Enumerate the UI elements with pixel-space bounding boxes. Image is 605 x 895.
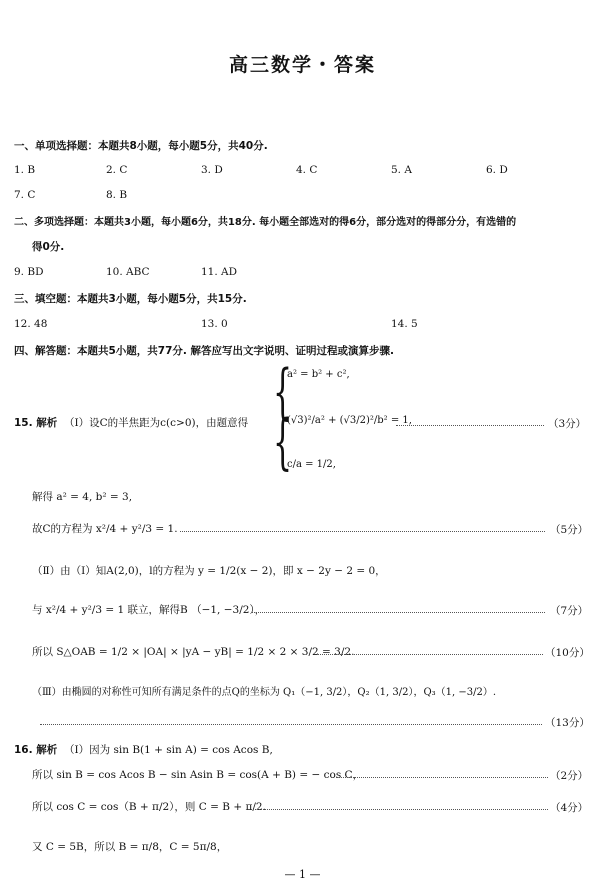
- system-brace: {: [273, 357, 293, 427]
- answer-12: 12. 48: [14, 318, 48, 330]
- answer-4: 4. C: [296, 164, 318, 176]
- answer-10: 10. ABC: [106, 266, 150, 278]
- q15-score-5: （13分）: [545, 717, 590, 729]
- q15-line5: 与 x²/4 + y²/3 = 1 联立，解得B （−1, −3/2），: [32, 604, 266, 616]
- q15-score-4: （10分）: [545, 647, 590, 659]
- q16-label: 16. 解析: [14, 744, 58, 756]
- answer-2: 2. C: [106, 164, 128, 176]
- answer-1: 1. B: [14, 164, 36, 176]
- section-4-heading: 四、解答题：本题共5小题，共77分. 解答应写出文字说明、证明过程或演算步骤.: [14, 345, 395, 357]
- page-title: 高三数学・答案: [228, 54, 376, 76]
- section-3-heading: 三、填空题：本题共3小题，每小题5分，共15分.: [14, 293, 247, 305]
- leader-dots: [40, 724, 542, 725]
- q15-label: 15. 解析: [14, 417, 58, 429]
- answer-3: 3. D: [201, 164, 223, 176]
- q15-line1: （Ⅰ）设C的半焦距为c(c>0)，由题意得: [64, 417, 249, 429]
- leader-dots: [396, 425, 544, 426]
- answer-14: 14. 5: [391, 318, 418, 330]
- q16-score-2: （4分）: [550, 802, 589, 814]
- q16-line3: 所以 cos C = cos（B + π/2），则 C = B + π/2.: [32, 801, 266, 813]
- q15-score-3: （7分）: [550, 605, 589, 617]
- answer-11: 11. AD: [201, 266, 238, 278]
- answer-9: 9. BD: [14, 266, 44, 278]
- leader-dots: [180, 531, 545, 532]
- answer-8: 8. B: [106, 189, 128, 201]
- section-2-heading: 二、多项选择题：本题共3小题，每小题6分，共18分. 每小题全部选对的得6分，部分选对的得部分分，有选错的: [14, 217, 517, 228]
- q15-sys-eq1: a² = b² + c²,: [287, 369, 350, 380]
- leader-dots: [248, 809, 548, 810]
- q15-line7: （Ⅲ）由椭圆的对称性可知所有满足条件的点Q的坐标为 Q₁（−1, 3/2），Q₂（1, 3/2），Q₃（1, −3/2）.: [32, 687, 497, 698]
- system-brace-lower: {: [273, 407, 293, 477]
- q16-line2: 所以 sin B = cos Acos B − sin Asin B = cos(A + B) = − cos C，: [32, 769, 364, 781]
- q15-line4: （Ⅱ）由（Ⅰ）知A(2,0)，l的方程为 y = 1/2(x − 2)，即 x − 2y − 2 = 0，: [32, 565, 386, 577]
- answer-13: 13. 0: [201, 318, 228, 330]
- answer-7: 7. C: [14, 189, 36, 201]
- q15-score-1: （3分）: [548, 418, 587, 430]
- page-number: — 1 —: [284, 868, 321, 881]
- leader-dots: [318, 654, 543, 655]
- q16-score-1: （2分）: [550, 770, 589, 782]
- q15-score-2: （5分）: [550, 524, 589, 536]
- leader-dots: [336, 777, 548, 778]
- leader-dots: [252, 612, 545, 613]
- q15-line3: 故C的方程为 x²/4 + y²/3 = 1.: [32, 523, 178, 535]
- q15-line6: 所以 S△OAB = 1/2 × |OA| × |yA − yB| = 1/2 × 2 × 3/2 = 3/2.: [32, 646, 355, 658]
- answer-6: 6. D: [486, 164, 508, 176]
- q16-line4: 又 C = 5B，所以 B = π/8，C = 5π/8，: [32, 841, 228, 853]
- section-2-heading-cont: 得0分.: [32, 241, 65, 253]
- q15-line2: 解得 a² = 4, b² = 3,: [32, 491, 133, 503]
- q15-sys-eq3: c/a = 1/2,: [287, 459, 336, 470]
- q15-sys-eq2: (√3)²/a² + (√3/2)²/b² = 1,: [287, 415, 412, 426]
- section-1-heading: 一、单项选择题：本题共8小题，每小题5分，共40分.: [14, 140, 268, 152]
- answer-5: 5. A: [391, 164, 412, 176]
- q16-line1: （Ⅰ）因为 sin B(1 + sin A) = cos Acos B,: [64, 744, 273, 756]
